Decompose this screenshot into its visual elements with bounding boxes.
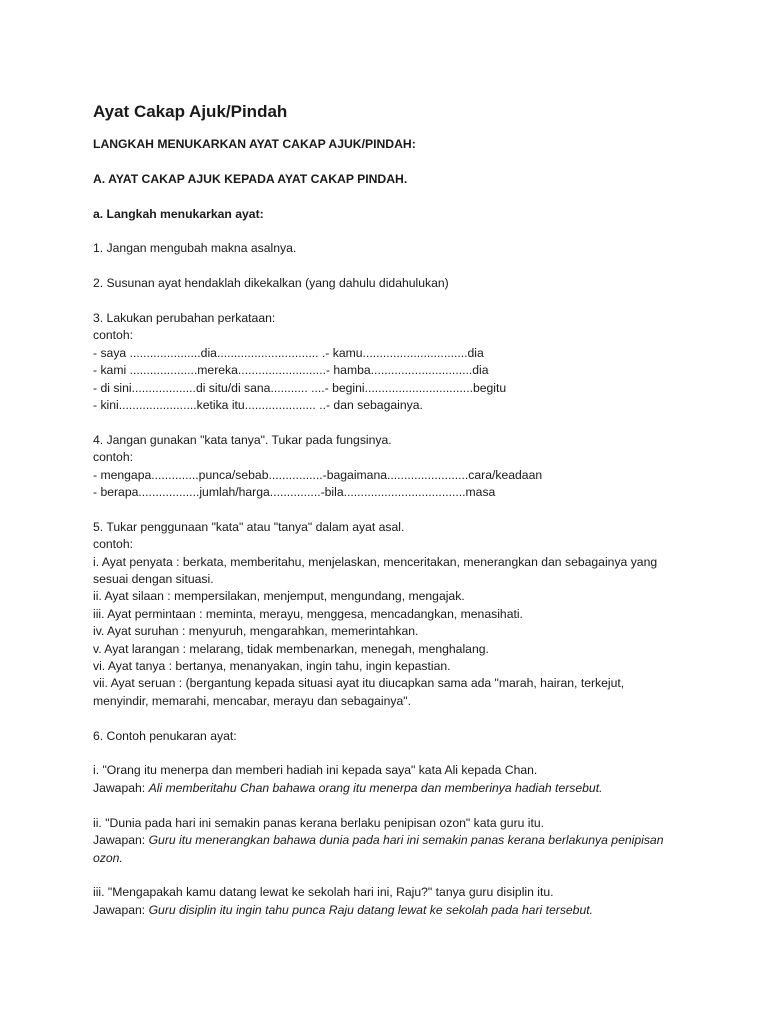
example-3 xyxy=(93,884,673,919)
step-4-contoh: contoh: xyxy=(93,450,133,465)
list-item: - mengapa..............punca/sebab................-bagaimana........................cara/keadaan xyxy=(93,467,543,482)
step-3 xyxy=(93,310,673,414)
step-3-title: 3. Lakukan perubahan perkataan: xyxy=(93,310,276,325)
step-3-contoh: contoh: xyxy=(93,328,133,343)
answer-label: Jawapan: xyxy=(93,833,149,848)
heading-langkah: LANGKAH MENUKARKAN AYAT CAKAP AJUK/PINDAH: xyxy=(93,137,416,151)
list-item: vi. Ayat tanya : bertanya, menanyakan, ingin tahu, ingin kepastian. xyxy=(93,659,451,674)
step-6-title: 6. Contoh penukaran ayat: xyxy=(93,728,237,743)
list-item: ii. Ayat silaan : mempersilakan, menjemput, mengundang, mengajak. xyxy=(93,589,465,604)
document-body xyxy=(93,101,673,919)
list-item: iii. Ayat permintaan : meminta, merayu, menggesa, mencadangkan, menasihati. xyxy=(93,606,523,621)
answer-text: Guru itu menerangkan bahawa dunia pada hari ini semakin panas kerana berlakunya penipisan ozon. xyxy=(93,833,664,865)
document-title: Ayat Cakap Ajuk/Pindah xyxy=(93,102,288,121)
heading-subsection-a: a. Langkah menukarkan ayat: xyxy=(93,206,264,221)
heading-section-a: A. AYAT CAKAP AJUK KEPADA AYAT CAKAP PINDAH. xyxy=(93,171,408,186)
step-1: 1. Jangan mengubah makna asalnya. xyxy=(93,241,297,256)
list-item: - kami ....................mereka..........................- hamba..............................dia xyxy=(93,363,489,378)
list-item: - kini.......................ketika itu..................... ..- dan sebagainya. xyxy=(93,398,423,413)
step-5-title: 5. Tukar penggunaan "kata" atau "tanya" dalam ayat asal. xyxy=(93,519,405,534)
example-question: i. "Orang itu menerpa dan memberi hadiah ini kepada saya" kata Ali kepada Chan. xyxy=(93,763,538,778)
list-item: i. Ayat penyata : berkata, memberitahu, menjelaskan, menceritakan, menerangkan dan sebagainya yang sesuai dengan situasi. xyxy=(93,554,658,587)
answer-label: Jawapah: xyxy=(93,780,149,795)
example-1 xyxy=(93,762,673,797)
example-question: ii. "Dunia pada hari ini semakin panas kerana berlaku penipisan ozon" kata guru itu. xyxy=(93,815,545,830)
list-item: v. Ayat larangan : melarang, tidak membenarkan, menegah, menghalang. xyxy=(93,641,489,656)
step-5-contoh: contoh: xyxy=(93,537,133,552)
list-item: - berapa..................jumlah/harga...............-bila....................................masa xyxy=(93,485,496,500)
answer-text: Guru disiplin itu ingin tahu punca Raju datang lewat ke sekolah pada hari tersebut. xyxy=(148,902,594,917)
example-answer xyxy=(93,832,673,867)
example-question: iii. "Mengapakah kamu datang lewat ke sekolah hari ini, Raju?" tanya guru disiplin itu. xyxy=(93,885,554,900)
answer-label: Jawapan: xyxy=(93,902,149,917)
example-answer xyxy=(93,902,673,919)
example-answer xyxy=(93,780,673,797)
list-item: - saya .....................dia.............................. .- kamu...............................dia xyxy=(93,345,484,360)
step-5 xyxy=(93,519,673,710)
step-2: 2. Susunan ayat hendaklah dikekalkan (yang dahulu didahulukan) xyxy=(93,276,449,291)
list-item: - di sini...................di situ/di sana........... ....- begini................................begitu xyxy=(93,380,507,395)
list-item: iv. Ayat suruhan : menyuruh, mengarahkan, memerintahkan. xyxy=(93,624,419,639)
step-4-title: 4. Jangan gunakan "kata tanya". Tukar pada fungsinya. xyxy=(93,432,392,447)
step-4 xyxy=(93,432,673,502)
answer-text: Ali memberitahu Chan bahawa orang itu menerpa dan memberinya hadiah tersebut. xyxy=(148,780,603,795)
example-2 xyxy=(93,815,673,867)
list-item: vii. Ayat seruan : (bergantung kepada situasi ayat itu diucapkan sama ada "marah, hairan, terkejut, menyindir, memarahi, mencabar, merayu dan sebagainya". xyxy=(93,676,625,708)
